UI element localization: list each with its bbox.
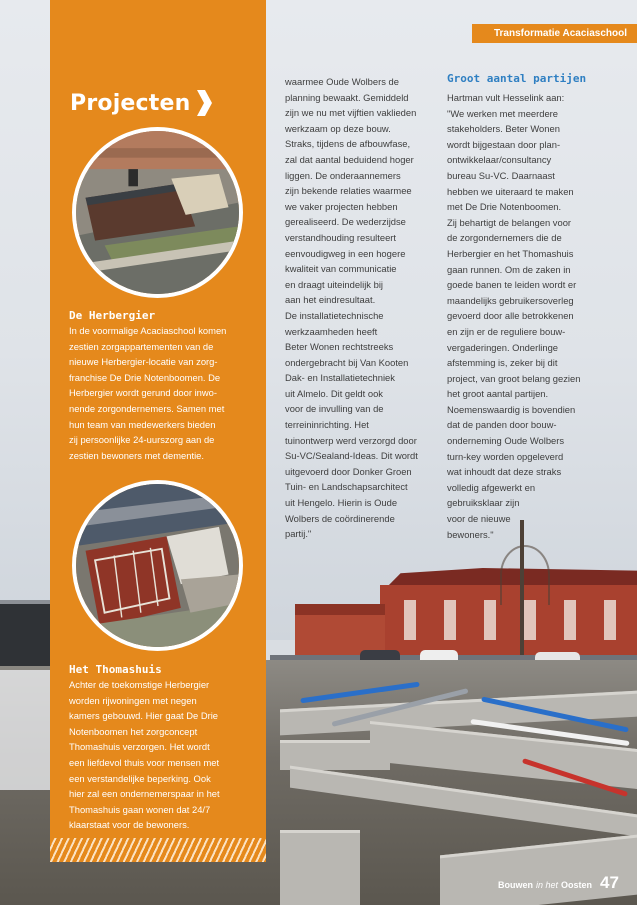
text-line: In de voormalige Acaciaschool komen	[69, 325, 227, 336]
text-line: goede banen te leiden wordt er	[447, 279, 577, 291]
footer-brand-word-3: Oosten	[561, 880, 593, 890]
text-line: werkzaam op deze bouw.	[285, 122, 391, 134]
text-line: Achter de toekomstige Herbergier	[69, 679, 210, 690]
text-line: planning bewaakt. Gemiddeld	[285, 91, 409, 103]
text-line: project, van groot belang gezien	[447, 372, 581, 384]
column-3-heading: Groot aantal partijen	[447, 72, 587, 85]
text-line: kamers gebouwd. Hier gaat De Drie	[69, 710, 219, 722]
text-line: tuinontwerp werd verzorgd door	[285, 434, 417, 446]
text-line: bewoners."	[447, 528, 494, 540]
text-line: voor de nieuwe	[447, 513, 511, 525]
school-aerial-image	[76, 131, 239, 294]
hatch-stripe	[50, 838, 266, 862]
text-line: zij persoonlijke 24-uurszorg aan de	[69, 434, 215, 446]
snow-patch	[0, 670, 50, 790]
text-line: zijn bekende relaties waarmee	[285, 185, 412, 197]
text-line: uit Hengelo. Hierin is Oude	[285, 497, 398, 509]
page-footer	[498, 873, 619, 893]
text-line: volledig afgewerkt en	[447, 481, 536, 493]
herbergier-heading: De Herbergier	[69, 309, 156, 322]
text-line: nende zorgondernemers. Samen met	[69, 402, 225, 414]
text-line: Herbergier en het Thomashuis	[447, 247, 574, 259]
text-line: gaan runnen. Om de zaken in	[447, 263, 571, 275]
text-line: De installatietechnische	[285, 309, 384, 321]
text-line: Notenboomen het zorgconcept	[69, 725, 198, 737]
text-line: maandelijks gebruikersoverleg	[447, 294, 574, 306]
text-line: Zij behartigt de belangen voor	[447, 216, 572, 228]
text-line: gebruiksklaar zijn	[447, 497, 520, 509]
text-line: ondergebracht bij Van Kooten	[285, 356, 409, 368]
text-line: nieuwe Herbergier-locatie van zorg-	[69, 356, 218, 368]
text-line: uitgevoerd door Donker Groen	[285, 465, 412, 477]
sidebar-title	[70, 88, 213, 118]
text-line: voor de invulling van de	[285, 403, 384, 415]
text-line: afstemming is, zeker bij dit	[447, 357, 558, 369]
text-line: zestien bewoners met dementie.	[69, 449, 204, 461]
sidebar-title-text: Projecten	[70, 90, 191, 116]
text-line: de zorgondernemers die de	[447, 232, 562, 244]
bare-tree-branches	[500, 545, 550, 605]
text-line: onderneming Oude Wolbers	[447, 435, 565, 447]
text-line: vergaderingen. Onderlinge	[447, 341, 559, 353]
article-column-3	[447, 90, 617, 542]
text-line: stakeholders. Beter Wonen	[447, 123, 560, 135]
text-line: waarmee Oude Wolbers de	[285, 76, 399, 87]
text-line: een liefdevol thuis voor mensen met	[69, 756, 220, 768]
footer-brand-word-2: in het	[536, 880, 559, 890]
text-line: Noemenswaardig is bovendien	[447, 403, 576, 415]
text-line: partij."	[285, 528, 312, 540]
text-line: worden rijwoningen met negen	[69, 694, 197, 706]
thomashuis-text	[69, 677, 257, 833]
text-line: terreininrichting. Het	[285, 419, 369, 431]
text-line: met De Drie Notenboomen.	[447, 201, 562, 213]
text-line: klaarstaat voor de bewoners.	[69, 819, 190, 831]
text-line: uit Almelo. Dit geldt ook	[285, 387, 383, 399]
text-line: franchise De Drie Notenboomen. De	[69, 371, 221, 383]
text-line: wat inhoudt dat deze straks	[447, 466, 562, 478]
text-line: wordt bijgestaan door plan-	[447, 138, 561, 150]
text-line: een verstandelijke beperking. Ook	[69, 772, 211, 784]
text-line: Tuin- en Landschapsarchitect	[285, 481, 408, 493]
page-number: 47	[600, 873, 619, 892]
text-line: gerealiseerd. De wederzijdse	[285, 216, 406, 228]
text-line: Hartman vult Hesselink aan:	[447, 92, 565, 103]
text-line: turn-key worden opgeleverd	[447, 450, 564, 462]
text-line: verstandhouding resulteert	[285, 231, 397, 243]
text-line: hebben we uiteraard te maken	[447, 185, 574, 197]
text-line: Straks, tijdens de afbouwfase,	[285, 138, 411, 150]
text-line: zal dat aantal beduidend hoger	[285, 153, 414, 165]
text-line: Su-VC/Sealand-Ideas. Dit wordt	[285, 450, 418, 462]
text-line: aan het eindresultaat.	[285, 294, 376, 306]
text-line: en draagt uiteindelijk bij	[285, 278, 383, 290]
text-line: zestien zorgappartementen van de	[69, 340, 214, 352]
herbergier-photo	[72, 127, 243, 298]
text-line: Thomashuis verzorgen. Het wordt	[69, 741, 210, 753]
text-line: Herbergier wordt gerund door inwo-	[69, 387, 217, 399]
dark-building	[0, 604, 52, 666]
text-line: dat de panden door bouw-	[447, 419, 557, 431]
foundation-wall	[280, 830, 360, 905]
text-line: liggen. De onderaannemers	[285, 169, 401, 181]
text-line: hier zal een ondernemerspaar in het	[69, 788, 220, 800]
section-tab	[472, 24, 637, 43]
construction-aerial-image	[76, 484, 239, 647]
house-windows	[390, 600, 630, 640]
text-line: gevoerd door alle betrokkenen	[447, 310, 574, 322]
text-line: "We werken met meerdere	[447, 107, 559, 119]
text-line: we vaker projecten hebben	[285, 200, 398, 212]
text-line: Dak- en Installatietechniek	[285, 372, 395, 384]
footer-brand-word-1: Bouwen	[498, 880, 533, 890]
herbergier-text	[69, 323, 257, 463]
text-line: bureau Su-VC. Daarnaast	[447, 169, 555, 181]
thomashuis-photo	[72, 480, 243, 651]
text-line: kwaliteit van communicatie	[285, 263, 397, 275]
text-line: hun team van medewerkers bieden	[69, 418, 216, 430]
section-tab-label: Transformatie Acaciaschool	[493, 28, 627, 39]
text-line: zijn we nu met vijftien vaklieden	[285, 107, 417, 119]
text-line: het groot aantal partijen.	[447, 388, 549, 400]
chevron-right-icon	[195, 88, 213, 118]
text-line: eenvoudigweg in een hogere	[285, 247, 406, 259]
text-line: Beter Wonen rechtstreeks	[285, 341, 394, 353]
text-line: Thomashuis gaan wonen dat 24/7	[69, 803, 211, 815]
text-line: en zijn er de reguliere bouw-	[447, 325, 566, 337]
article-column-2	[285, 74, 435, 542]
thomashuis-heading: Het Thomashuis	[69, 663, 162, 676]
text-line: Wolbers de coördinerende	[285, 512, 395, 524]
text-line: werkzaamheden heeft	[285, 325, 378, 337]
text-line: ontwikkelaar/consultancy	[447, 154, 552, 166]
